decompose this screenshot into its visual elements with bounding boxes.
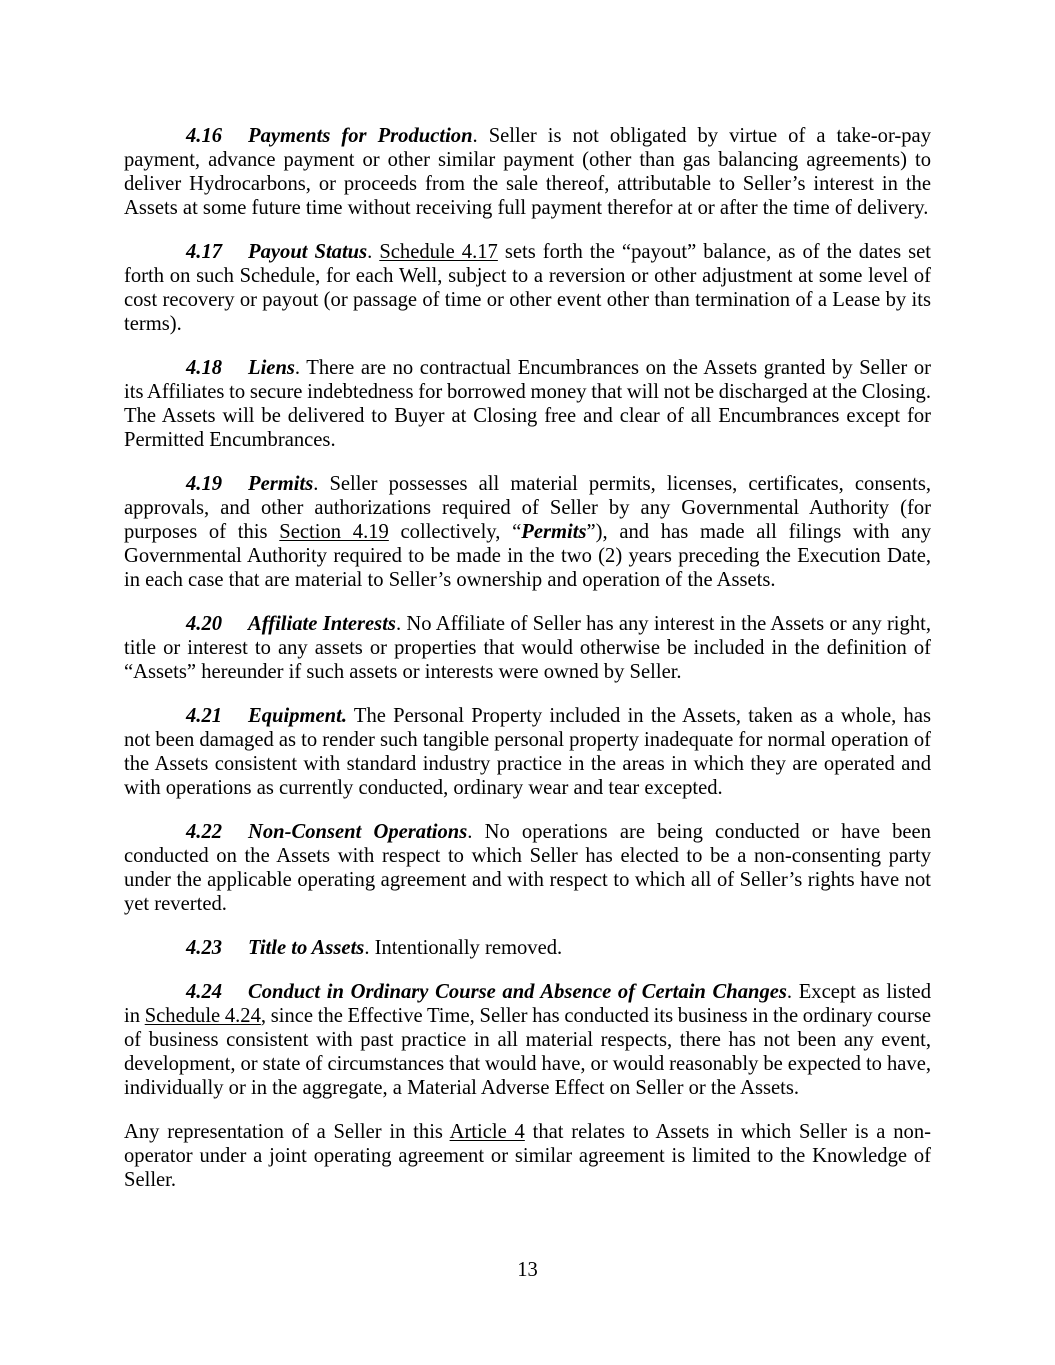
line-content [124, 1077, 799, 1099]
text-line [124, 1052, 931, 1076]
section-number: 4.24 [186, 981, 223, 1003]
section-number: 4.22 [186, 821, 223, 843]
line-content [124, 893, 227, 915]
body-text: The Personal Property included in the Assets, taken as a whole, has [347, 705, 931, 727]
page-number: 13 [517, 1259, 538, 1281]
line-content [124, 405, 931, 427]
body-text: its Affiliates to secure indebtedness for borrowed money that will not be discharged at the Closing. [124, 381, 931, 403]
body-text: Permitted Encumbrances. [124, 429, 336, 451]
body-text: . Except as listed [786, 981, 931, 1003]
body-text: ”), and has made all filings with any [586, 521, 931, 543]
section-number: 4.18 [186, 357, 223, 379]
body-text: not been damaged as to render such tangible personal property inadequate for normal operation of [124, 729, 931, 751]
line-content [186, 125, 931, 147]
section-number: 4.20 [186, 613, 223, 635]
text-line [124, 704, 931, 728]
section-number: 4.23 [186, 937, 223, 959]
text-line [124, 752, 931, 776]
section-4-24 [124, 980, 931, 1100]
section-4-18 [124, 356, 931, 452]
line-content [124, 521, 931, 543]
body-text: “Assets” hereunder if such assets or interests were owned by Seller. [124, 661, 682, 683]
line-content [124, 1121, 931, 1143]
section-number: 4.16 [186, 125, 223, 147]
body-text: title or interest to any assets or properties that would otherwise be included in the definition of [124, 637, 931, 659]
text-line [124, 148, 931, 172]
section-number: 4.21 [186, 705, 223, 727]
cross-reference: Schedule 4.17 [379, 241, 498, 263]
text-line [124, 240, 931, 264]
body-text: the Assets consistent with standard industry practice in the areas in which they are operated and [124, 753, 931, 775]
cross-reference: Schedule 4.24 [144, 1005, 261, 1027]
line-content [124, 845, 931, 867]
text-line [124, 356, 931, 380]
defined-term: Permits [521, 521, 587, 543]
text-line [124, 936, 931, 960]
body-text: . Seller is not obligated by virtue of a take-or-pay [472, 125, 931, 147]
section-4-19 [124, 472, 931, 592]
body-text: Any representation of a Seller in this [124, 1121, 450, 1143]
line-content [124, 173, 931, 195]
line-content [186, 937, 562, 959]
line-content [124, 1169, 176, 1191]
body-text: sets forth the “payout” balance, as of the dates set [497, 241, 931, 263]
line-content [186, 357, 931, 379]
body-text: in each case that are material to Seller’s ownership and operation of the Assets. [124, 569, 776, 591]
line-content [124, 497, 931, 519]
section-title: Title to Assets [248, 937, 365, 959]
text-line [124, 1144, 931, 1168]
line-content [124, 313, 182, 335]
line-content [124, 265, 931, 287]
line-content [124, 381, 931, 403]
section-4-22 [124, 820, 931, 916]
body-text: with operations as currently conducted, ordinary wear and tear excepted. [124, 777, 723, 799]
text-line [124, 172, 931, 196]
text-line [124, 124, 931, 148]
text-line [124, 892, 931, 916]
document-body [124, 124, 931, 1212]
body-text: deliver Hydrocarbons, or proceeds from the sale thereof, attributable to Seller’s interest in the [124, 173, 931, 195]
body-text: The Assets will be delivered to Buyer at Closing free and clear of all Encumbrances except for [124, 405, 931, 427]
text-line [124, 636, 931, 660]
section-4-23 [124, 936, 931, 960]
body-text: individually or in the aggregate, a Material Adverse Effect on Seller or the Assets. [124, 1077, 800, 1099]
body-text: in [124, 1005, 145, 1027]
body-text: terms). [124, 313, 182, 335]
section-title: Liens [248, 357, 295, 379]
body-text: Assets at some future time without receiving full payment therefor at or after the time of delivery. [124, 197, 929, 219]
section-title: Conduct in Ordinary Course and Absence of Certain Changes [248, 981, 787, 1003]
text-line [124, 844, 931, 868]
line-content [186, 981, 931, 1003]
section-title: Permits [248, 473, 314, 495]
body-text: yet reverted. [124, 893, 227, 915]
text-line [124, 1168, 931, 1192]
text-line [124, 1004, 931, 1028]
section-title: Affiliate Interests [248, 613, 396, 635]
text-line [124, 1076, 931, 1100]
body-text: purposes of this [124, 521, 280, 543]
text-line [124, 404, 931, 428]
text-line [124, 776, 931, 800]
line-content [186, 473, 931, 495]
line-content [124, 1029, 931, 1051]
text-line [124, 312, 931, 336]
text-line [124, 520, 931, 544]
section-number: 4.19 [186, 473, 223, 495]
text-line [124, 1120, 931, 1144]
text-line [124, 428, 931, 452]
text-line [124, 612, 931, 636]
body-text: cost recovery or payout (or passage of time or other event other than termination of a Lease by its [124, 289, 931, 311]
text-line [124, 820, 931, 844]
section-title: Equipment. [248, 705, 347, 727]
text-line [124, 1028, 931, 1052]
body-text: operator under a joint operating agreement or similar agreement is limited to the Knowledge of [124, 1145, 931, 1167]
text-line [124, 496, 931, 520]
text-line [124, 380, 931, 404]
text-line [124, 660, 931, 684]
text-line [124, 728, 931, 752]
line-content [124, 637, 931, 659]
line-content [124, 149, 931, 171]
body-text: of business consistent with past practice in all material respects, there has not been any event, [124, 1029, 931, 1051]
line-content [124, 545, 931, 567]
line-content [124, 777, 723, 799]
section-4-20 [124, 612, 931, 684]
closing-paragraph [124, 1120, 931, 1192]
body-text: Governmental Authority required to be made in the two (2) years preceding the Execution Date, [124, 545, 931, 567]
body-text: that relates to Assets in which Seller is a non- [524, 1121, 931, 1143]
body-text: collectively, “ [388, 521, 522, 543]
line-content [124, 569, 776, 591]
section-title: Non-Consent Operations [248, 821, 468, 843]
body-text: approvals, and other authorizations required of Seller by any Governmental Authority (for [124, 497, 931, 519]
body-text: forth on such Schedule, for each Well, subject to a reversion or other adjustment at some level of [124, 265, 931, 287]
body-text: . There are no contractual Encumbrances on the Assets granted by Seller or [294, 357, 931, 379]
line-content [186, 613, 931, 635]
line-content [124, 753, 931, 775]
line-content [124, 1145, 931, 1167]
body-text: . [367, 241, 380, 263]
body-text: . Intentionally removed. [364, 937, 563, 959]
body-text: . No operations are being conducted or have been [467, 821, 931, 843]
cross-reference: Section 4.19 [279, 521, 389, 543]
body-text: development, or state of circumstances that would have, or would reasonably be expected to have, [124, 1053, 931, 1075]
line-content [124, 661, 682, 683]
line-content [124, 729, 931, 751]
body-text: Seller. [124, 1169, 177, 1191]
section-title: Payments for Production [248, 125, 473, 147]
line-content [186, 705, 931, 727]
line-content [124, 1005, 931, 1027]
text-line [124, 980, 931, 1004]
text-line [124, 264, 931, 288]
line-content [186, 821, 931, 843]
cross-reference: Article 4 [449, 1121, 525, 1143]
line-content [124, 869, 931, 891]
body-text: . Seller possesses all material permits, licenses, certificates, consents, [313, 473, 931, 495]
body-text: conducted on the Assets with respect to which Seller has elected to be a non-consenting party [124, 845, 931, 867]
text-line [124, 544, 931, 568]
line-content [124, 197, 928, 219]
section-title: Payout Status [248, 241, 368, 263]
body-text: under the applicable operating agreement and with respect to which all of Seller’s rights have not [124, 869, 931, 891]
text-line [124, 196, 931, 220]
text-line [124, 472, 931, 496]
line-content [124, 429, 336, 451]
body-text: , since the Effective Time, Seller has conducted its business in the ordinary course [260, 1005, 931, 1027]
line-content [124, 1053, 931, 1075]
text-line [124, 568, 931, 592]
text-line [124, 288, 931, 312]
body-text: payment, advance payment or other similar payment (other than gas balancing agreements) to [124, 149, 931, 171]
body-text: . No Affiliate of Seller has any interest in the Assets or any right, [395, 613, 931, 635]
text-line [124, 868, 931, 892]
section-4-21 [124, 704, 931, 800]
line-content [186, 241, 931, 263]
section-4-17 [124, 240, 931, 336]
section-4-16 [124, 124, 931, 220]
line-content [124, 289, 931, 311]
section-number: 4.17 [186, 241, 223, 263]
